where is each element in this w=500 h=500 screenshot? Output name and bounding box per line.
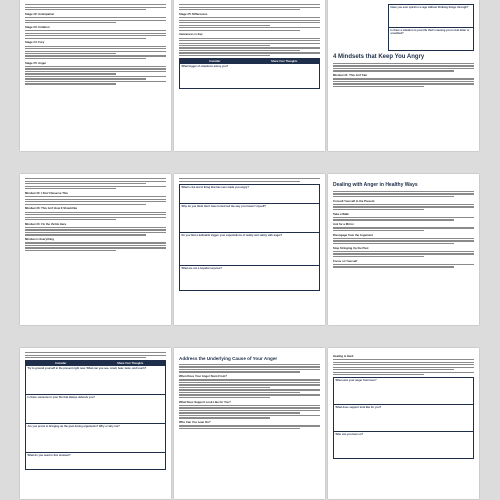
- section-subheading: When Does Your Anger Stem From?: [179, 374, 227, 379]
- text-line: [25, 212, 166, 213]
- text-line: [179, 364, 320, 365]
- text-line: [25, 232, 166, 233]
- text-line: [179, 47, 320, 48]
- text-line: [333, 204, 474, 205]
- text-line: [179, 4, 320, 5]
- page-4: [20, 174, 171, 325]
- text-line: [333, 266, 454, 267]
- text-line: [25, 38, 146, 39]
- reflection-table: [25, 360, 166, 470]
- text-line: [333, 191, 474, 192]
- text-line: [25, 58, 146, 59]
- text-line: [333, 253, 474, 254]
- section-subheading: Healing is Hard: [333, 354, 354, 358]
- section-subheading: Who Can You Lean On?: [179, 420, 211, 425]
- question-row[interactable]: What is the worst thing that has ever made you angry?: [181, 185, 249, 189]
- text-line: [333, 238, 474, 239]
- text-line: [333, 206, 474, 207]
- text-line: [333, 86, 424, 87]
- header-share: Share Your Thoughts: [271, 59, 298, 63]
- question-row[interactable]: What does support look like for you?: [334, 404, 473, 431]
- text-line: [25, 7, 166, 8]
- text-line: [25, 22, 116, 23]
- text-line: [25, 214, 166, 215]
- text-line: [333, 256, 424, 257]
- text-line: [333, 70, 454, 71]
- text-line: [333, 364, 474, 365]
- text-line: [25, 219, 116, 220]
- text-line: [25, 81, 166, 82]
- text-line: [179, 397, 270, 398]
- question-row[interactable]: Is there someone in your life that always defends you?: [26, 394, 165, 423]
- text-line: [333, 240, 474, 241]
- section-subheading: Stage #5: Anger: [25, 60, 47, 65]
- text-line: [25, 35, 166, 36]
- text-line: [333, 243, 454, 244]
- section-subheading: Mindset #3: This Isn't How It Should Be: [25, 206, 78, 211]
- text-line: [25, 48, 166, 49]
- section-subheading: Mindset is Everything: [25, 237, 54, 242]
- text-line: [333, 372, 474, 373]
- text-line: [179, 366, 320, 367]
- text-line: [25, 250, 116, 251]
- question-row[interactable]: What are not a hopeful surprise?: [180, 265, 319, 290]
- text-line: [179, 38, 320, 39]
- section-subheading: Stage #4: Fury: [25, 40, 45, 45]
- text-line: [179, 417, 270, 418]
- question-row[interactable]: Why do you think that I have turned red the way you haven't myself?: [180, 203, 319, 232]
- section-heading: 4 Mindsets that Keep You Angry: [333, 54, 425, 60]
- text-line: [25, 68, 166, 69]
- text-line: [179, 384, 320, 385]
- text-line: [25, 178, 166, 179]
- section-heading: Address the Underlying Cause of Your Anger: [179, 356, 278, 361]
- text-line: [25, 199, 166, 200]
- section-subheading: Stage #3: Irritation: [25, 24, 50, 29]
- question-row[interactable]: When was your anger from here?: [335, 379, 377, 383]
- text-line: [25, 46, 166, 47]
- text-line: [333, 209, 424, 210]
- text-line: [25, 9, 146, 10]
- section-subheading: What Does Support Look Like for You?: [179, 399, 231, 404]
- page-7: [20, 348, 171, 499]
- text-line: [333, 230, 424, 231]
- section-subheading: Mindset #1: This Isn't Fair: [333, 73, 368, 78]
- text-line: [25, 55, 166, 56]
- section-subheading: Disengage from the Argument: [333, 232, 373, 237]
- page-5: [174, 174, 325, 325]
- text-line: [179, 415, 320, 416]
- question-row[interactable]: Do you find a definable trigger your expectations of reality and safety with anger?: [180, 232, 319, 265]
- text-line: [25, 4, 166, 5]
- text-line: [25, 30, 166, 31]
- page-6: [328, 174, 479, 325]
- text-line: [179, 369, 320, 370]
- text-line: [333, 251, 474, 252]
- page-9: [328, 348, 479, 499]
- text-line: [25, 66, 166, 67]
- text-line: [25, 247, 166, 248]
- section-subheading: Stop Stringing Up the Past: [333, 245, 369, 250]
- text-line: [333, 369, 454, 370]
- text-line: [179, 379, 320, 380]
- text-line: [333, 374, 424, 375]
- question-row[interactable]: Try to ground yourself in the present right now. What can you see, smell, hear, taste, and touch?: [26, 365, 165, 394]
- text-line: [179, 394, 320, 395]
- text-line: [25, 183, 146, 184]
- table-header: [26, 361, 165, 365]
- question-row[interactable]: Are you prone to bringing up the past during arguments? Why or why not?: [26, 423, 165, 452]
- text-line: [25, 186, 166, 187]
- section-subheading: Mindset #2: I Don't Deserve This: [25, 190, 68, 195]
- text-line: [25, 357, 146, 358]
- text-line: [179, 407, 320, 408]
- answer-box: [388, 4, 474, 51]
- text-line: [333, 63, 474, 64]
- page-8: [174, 348, 325, 499]
- text-line: [179, 428, 300, 429]
- text-line: [333, 193, 474, 194]
- text-line: [333, 362, 474, 363]
- text-line: [25, 229, 166, 230]
- section-subheading: Consult Yourself in the Present: [333, 198, 375, 203]
- answer-box: [179, 184, 320, 291]
- section-heading: Dealing with Anger in Healthy Ways: [333, 182, 418, 188]
- text-line: [179, 387, 270, 388]
- section-subheading: Stage #5: Differences: [179, 11, 208, 16]
- text-line: [179, 425, 320, 426]
- text-line: [179, 178, 320, 179]
- text-line: [179, 7, 320, 8]
- table-header: [180, 59, 319, 63]
- text-line: [25, 352, 166, 353]
- text-line: [25, 20, 166, 21]
- text-line: [179, 40, 320, 41]
- header-consider: Consider: [55, 361, 67, 365]
- header-share: Share Your Thoughts: [117, 361, 144, 365]
- text-line: [25, 83, 116, 84]
- text-line: [179, 50, 300, 51]
- text-line: [333, 196, 454, 197]
- text-line: [179, 20, 320, 21]
- text-line: [333, 65, 474, 66]
- text-line: [25, 73, 116, 74]
- text-line: [179, 22, 320, 23]
- question-row[interactable]: What trigger of situations annoy you?: [180, 63, 319, 88]
- section-subheading: Mindset #4: I'm the Victim Here: [25, 221, 67, 226]
- text-line: [25, 181, 166, 182]
- text-line: [179, 27, 320, 28]
- text-line: [25, 196, 166, 197]
- page-2: [174, 0, 325, 151]
- text-line: [179, 55, 270, 56]
- section-subheading: Stage #2: Anticipation: [25, 11, 55, 16]
- text-line: [179, 412, 300, 413]
- question-row[interactable]: Is there a situation in your life that's causing you to feel bitter or unsettled?: [389, 27, 473, 50]
- text-line: [25, 188, 116, 189]
- text-line: [179, 389, 320, 390]
- text-line: [25, 71, 166, 72]
- answer-box: [333, 377, 474, 459]
- text-line: [25, 245, 166, 246]
- text-line: [179, 405, 320, 406]
- text-line: [179, 371, 300, 372]
- text-line: [333, 219, 454, 220]
- section-subheading: Take a Walk: [333, 211, 349, 216]
- text-line: [25, 242, 166, 243]
- text-line: [25, 204, 146, 205]
- text-line: [333, 68, 474, 69]
- text-line: [179, 30, 300, 31]
- text-line: [179, 17, 320, 18]
- text-line: [333, 81, 474, 82]
- section-subheading: Focus on Yourself: [333, 258, 358, 263]
- text-line: [333, 217, 474, 218]
- text-line: [25, 78, 146, 79]
- text-line: [25, 217, 166, 218]
- text-line: [179, 45, 270, 46]
- text-line: [333, 367, 474, 368]
- text-line: [25, 33, 166, 34]
- text-line: [179, 52, 320, 53]
- text-line: [25, 234, 146, 235]
- text-line: [179, 9, 300, 10]
- text-line: [333, 78, 474, 79]
- text-line: [179, 181, 300, 182]
- header-consider: Consider: [209, 59, 221, 63]
- text-line: [25, 51, 166, 52]
- page-3: [328, 0, 479, 151]
- text-line: [333, 264, 474, 265]
- text-line: [179, 392, 300, 393]
- text-line: [25, 355, 166, 356]
- text-line: [25, 76, 166, 77]
- section-subheading: Ask for a Mirror: [333, 222, 354, 227]
- page-1: [20, 0, 171, 151]
- reflection-table: [179, 58, 320, 89]
- section-subheading: Awareness is Key: [179, 32, 203, 37]
- text-line: [333, 227, 474, 228]
- text-line: [179, 382, 320, 383]
- text-line: [333, 359, 474, 360]
- text-line: [25, 227, 166, 228]
- question-row[interactable]: Who can you lean on?: [334, 431, 473, 458]
- text-line: [25, 201, 166, 202]
- question-row[interactable]: Have you ever spiral in a rage without thinking things through?: [390, 6, 469, 9]
- text-line: [25, 53, 116, 54]
- text-line: [25, 17, 166, 18]
- text-line: [179, 43, 320, 44]
- question-row[interactable]: What do you need in this moment?: [26, 452, 165, 469]
- text-line: [179, 25, 270, 26]
- text-line: [179, 410, 320, 411]
- text-line: [333, 83, 474, 84]
